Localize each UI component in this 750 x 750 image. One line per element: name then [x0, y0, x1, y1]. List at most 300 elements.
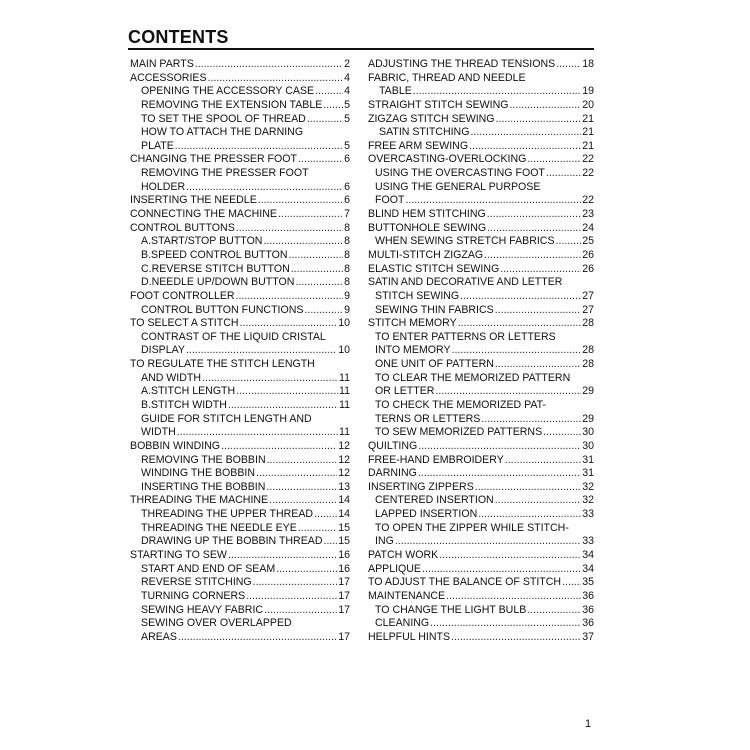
- toc-entry-label: QUILTING: [368, 439, 418, 452]
- toc-entry-label: TO ADJUST THE BALANCE OF STITCH: [368, 576, 562, 589]
- toc-entry: [368, 126, 594, 140]
- toc-entry-label: ADJUSTING THE THREAD TENSIONS: [368, 58, 556, 70]
- toc-entry-label: ZIGZAG STITCH SEWING: [368, 112, 495, 125]
- toc-entry-page: 33: [582, 535, 594, 548]
- title-underline: [128, 48, 594, 50]
- dot-leader: [478, 508, 581, 522]
- toc-entry: [130, 276, 350, 290]
- toc-entry-page: 32: [582, 480, 594, 493]
- dot-leader: [228, 399, 338, 413]
- dot-leader: [470, 126, 581, 140]
- dot-leader: [556, 58, 581, 72]
- contents-column-left: [130, 58, 350, 645]
- toc-entry-page: 16: [338, 562, 350, 575]
- toc-entry-page: 14: [338, 494, 350, 507]
- toc-entry-label: APPLIQUE: [368, 562, 421, 575]
- toc-entry: [130, 72, 350, 86]
- dot-leader: [240, 317, 338, 331]
- toc-entry-label: ELASTIC STITCH SEWING: [368, 262, 500, 275]
- toc-entry-label: DARNING: [368, 467, 417, 480]
- toc-entry-label: FREE ARM SEWING: [368, 139, 469, 152]
- toc-entry-label: CONTROL BUTTONS: [130, 221, 235, 234]
- toc-entry: [368, 440, 594, 454]
- dot-leader: [495, 304, 581, 318]
- toc-entry-page: 10: [338, 344, 350, 357]
- toc-entry-page: 29: [582, 412, 594, 425]
- toc-entry-page: 30: [582, 426, 594, 439]
- toc-entry: [130, 153, 350, 167]
- toc-entry: [130, 85, 350, 99]
- toc-entry: [368, 140, 594, 154]
- toc-entry-label: CLEANING: [375, 617, 430, 630]
- toc-entry-label: SEWING OVER OVERLAPPED: [141, 617, 292, 630]
- toc-entry-label: WINDING THE BOBBIN: [141, 467, 255, 480]
- dot-leader: [221, 440, 337, 454]
- toc-entry: [130, 454, 350, 468]
- toc-entry-label: MAIN PARTS: [130, 58, 194, 70]
- toc-entry: [130, 617, 350, 631]
- toc-entry-label: CONTRAST OF THE LIQUID CRISTAL: [141, 330, 326, 343]
- dot-leader: [178, 631, 337, 645]
- toc-entry-label: REVERSE STITCHING: [141, 576, 252, 589]
- toc-entry-page: 26: [582, 262, 594, 275]
- toc-entry: [368, 290, 594, 304]
- toc-entry: [130, 140, 350, 154]
- dot-leader: [418, 467, 581, 481]
- toc-entry-label: BUTTONHOLE SEWING: [368, 221, 487, 234]
- toc-entry-label: USING THE GENERAL PURPOSE: [375, 180, 541, 193]
- toc-entry-page: 23: [582, 208, 594, 221]
- toc-entry-page: 6: [344, 180, 350, 193]
- toc-entry-page: 8: [344, 221, 350, 234]
- toc-entry: [368, 222, 594, 236]
- toc-entry: [130, 113, 350, 127]
- toc-entry-label: LAPPED INSERTION: [375, 508, 478, 521]
- toc-entry-page: 2: [344, 58, 350, 70]
- toc-entry-page: 27: [582, 289, 594, 302]
- toc-entry-label: FABRIC, THREAD AND NEEDLE: [368, 71, 526, 84]
- dot-leader: [413, 85, 581, 99]
- toc-entry-page: 9: [344, 289, 350, 302]
- toc-entry: [130, 290, 350, 304]
- toc-entry-label: PLATE: [141, 139, 174, 152]
- toc-entry-page: 24: [582, 221, 594, 234]
- dot-leader: [314, 508, 337, 522]
- toc-entry: [130, 358, 350, 372]
- dot-leader: [177, 426, 338, 440]
- toc-entry: [130, 58, 350, 72]
- toc-entry-label: TABLE: [379, 85, 412, 98]
- toc-entry-label: THREADING THE NEEDLE EYE: [141, 521, 297, 534]
- dot-leader: [307, 113, 343, 127]
- toc-entry-page: 12: [338, 453, 350, 466]
- toc-entry: [130, 467, 350, 481]
- toc-entry-page: 33: [582, 508, 594, 521]
- toc-entry-page: 17: [338, 603, 350, 616]
- toc-entry: [368, 72, 594, 86]
- toc-entry-page: 21: [582, 112, 594, 125]
- toc-entry: [368, 399, 594, 413]
- page-title: CONTENTS: [128, 27, 229, 47]
- dot-leader: [481, 413, 581, 427]
- toc-entry-page: 31: [582, 467, 594, 480]
- toc-entry: [130, 304, 350, 318]
- dot-leader: [253, 576, 338, 590]
- toc-entry-page: 36: [582, 603, 594, 616]
- dot-leader: [263, 235, 343, 249]
- toc-entry: [130, 235, 350, 249]
- toc-entry: [130, 208, 350, 222]
- toc-entry-label: STITCH SEWING: [375, 289, 460, 302]
- toc-entry-page: 5: [344, 139, 350, 152]
- dot-leader: [452, 344, 582, 358]
- toc-entry-label: BOBBIN WINDING: [130, 439, 221, 452]
- toc-entry-page: 4: [344, 85, 350, 98]
- toc-entry: [130, 590, 350, 604]
- toc-entry-label: FOOT: [375, 194, 405, 207]
- toc-entry: [130, 126, 350, 140]
- toc-entry-label: HELPFUL HINTS: [368, 630, 451, 643]
- toc-entry: [130, 317, 350, 331]
- dot-leader: [505, 454, 581, 468]
- toc-entry-page: 7: [344, 208, 350, 221]
- toc-entry-page: 17: [338, 630, 350, 643]
- toc-entry: [130, 167, 350, 181]
- dot-leader: [430, 617, 581, 631]
- toc-entry-page: 12: [338, 439, 350, 452]
- toc-entry-label: B.STITCH WIDTH: [141, 399, 227, 411]
- page-number: 1: [585, 718, 592, 730]
- dot-leader: [289, 249, 344, 263]
- dot-leader: [324, 535, 338, 549]
- toc-entry-label: DRAWING UP THE BOBBIN THREAD: [141, 535, 323, 548]
- toc-entry: [368, 576, 594, 590]
- dot-leader: [500, 263, 581, 277]
- toc-entry-page: 8: [344, 235, 350, 248]
- toc-entry: [368, 604, 594, 618]
- toc-entry-page: 35: [582, 576, 594, 589]
- toc-entry-page: 26: [582, 248, 594, 261]
- dot-leader: [269, 495, 337, 509]
- toc-entry: [130, 535, 350, 549]
- toc-entry-page: 8: [344, 262, 350, 275]
- toc-entry-label: TERNS OR LETTERS: [375, 412, 481, 425]
- toc-entry-label: INTO MEMORY: [375, 344, 451, 357]
- toc-entry-label: INSERTING THE BOBBIN: [141, 480, 266, 493]
- toc-entry-label: INSERTING THE NEEDLE: [130, 194, 257, 207]
- toc-entry: [130, 604, 350, 618]
- toc-entry-page: 34: [582, 549, 594, 562]
- toc-entry: [368, 58, 594, 72]
- toc-entry-label: B.SPEED CONTROL BUTTON: [141, 248, 288, 261]
- dot-leader: [451, 631, 581, 645]
- dot-leader: [495, 495, 581, 509]
- toc-entry-label: OR LETTER: [375, 385, 435, 398]
- dot-leader: [527, 604, 581, 618]
- toc-entry-label: D.NEEDLE UP/DOWN BUTTON: [141, 276, 295, 289]
- toc-entry-label: CHANGING THE PRESSER FOOT: [130, 153, 297, 166]
- dot-leader: [276, 563, 337, 577]
- toc-entry-page: 34: [582, 562, 594, 575]
- toc-entry-label: AREAS: [141, 630, 177, 643]
- dot-leader: [246, 590, 337, 604]
- dot-leader: [439, 549, 581, 563]
- dot-leader: [527, 153, 581, 167]
- dot-leader: [484, 249, 581, 263]
- toc-entry: [368, 454, 594, 468]
- dot-leader: [267, 454, 338, 468]
- toc-entry: [130, 99, 350, 113]
- toc-entry-page: 11: [339, 371, 350, 384]
- toc-entry-label: DISPLAY: [141, 344, 185, 357]
- contents-column-right: [368, 58, 594, 645]
- dot-leader: [236, 222, 343, 236]
- dot-leader: [458, 317, 582, 331]
- toc-entry-page: 27: [582, 303, 594, 316]
- toc-entry-label: TO SET THE SPOOL OF THREAD: [141, 112, 306, 125]
- dot-leader: [469, 140, 581, 154]
- toc-entry: [130, 563, 350, 577]
- toc-entry-page: 31: [582, 453, 594, 466]
- toc-entry-label: FREE-HAND EMBROIDERY: [368, 453, 504, 466]
- dot-leader: [186, 181, 343, 195]
- toc-entry-page: 13: [338, 480, 350, 493]
- toc-entry-label: STARTING TO SEW: [130, 549, 227, 562]
- toc-entry-label: THREADING THE MACHINE: [130, 494, 269, 507]
- toc-entry: [130, 576, 350, 590]
- toc-entry-page: 17: [338, 589, 350, 602]
- toc-entry-page: 10: [338, 317, 350, 330]
- toc-entry-page: 22: [582, 153, 594, 166]
- toc-entry: [130, 263, 350, 277]
- toc-entry-page: 36: [582, 589, 594, 602]
- toc-entry: [368, 426, 594, 440]
- toc-entry-page: 6: [344, 153, 350, 166]
- toc-entry-page: 16: [338, 549, 350, 562]
- dot-leader: [208, 72, 344, 86]
- toc-entry: [368, 208, 594, 222]
- toc-entry-label: ACCESSORIES: [130, 71, 207, 84]
- toc-entry: [130, 481, 350, 495]
- toc-entry: [368, 276, 594, 290]
- toc-entry-page: 37: [582, 630, 594, 643]
- toc-entry: [130, 495, 350, 509]
- toc-entry-label: MAINTENANCE: [368, 589, 446, 602]
- toc-entry-label: TO CLEAR THE MEMORIZED PATTERN: [375, 371, 571, 384]
- toc-entry: [368, 508, 594, 522]
- toc-entry: [130, 194, 350, 208]
- toc-entry-label: BLIND HEM STITCHING: [368, 208, 486, 221]
- toc-entry: [368, 113, 594, 127]
- toc-entry-page: 5: [344, 98, 350, 111]
- dot-leader: [422, 563, 581, 577]
- toc-entry-page: 12: [338, 467, 350, 480]
- toc-entry-page: 20: [582, 98, 594, 111]
- toc-entry-label: THREADING THE UPPER THREAD: [141, 508, 314, 521]
- dot-leader: [266, 481, 337, 495]
- toc-entry: [368, 235, 594, 249]
- toc-entry: [368, 194, 594, 208]
- toc-entry-page: 15: [338, 535, 350, 548]
- dot-leader: [264, 604, 337, 618]
- toc-entry-label: TO CHECK THE MEMORIZED PAT-: [375, 399, 547, 411]
- dot-leader: [256, 467, 337, 481]
- toc-entry-page: 32: [582, 494, 594, 507]
- toc-entry-label: STRAIGHT STITCH SEWING: [368, 98, 509, 111]
- toc-entry: [368, 549, 594, 563]
- dot-leader: [418, 440, 581, 454]
- toc-entry-page: 28: [582, 317, 594, 330]
- toc-entry-label: TURNING CORNERS: [141, 589, 246, 602]
- dot-leader: [435, 385, 581, 399]
- toc-entry-page: 30: [582, 439, 594, 452]
- toc-entry: [368, 372, 594, 386]
- toc-entry-label: CONTROL BUTTON FUNCTIONS: [141, 303, 304, 316]
- toc-entry-label: SATIN AND DECORATIVE AND LETTER: [368, 276, 563, 289]
- toc-entry-page: 21: [582, 126, 594, 139]
- dot-leader: [562, 576, 581, 590]
- toc-entry-label: CENTERED INSERTION: [375, 494, 494, 507]
- toc-entry-label: MULTI-STITCH ZIGZAG: [368, 248, 484, 261]
- toc-entry: [130, 426, 350, 440]
- toc-entry: [130, 549, 350, 563]
- toc-entry: [368, 563, 594, 577]
- toc-entry: [130, 399, 350, 413]
- toc-entry-page: 11: [339, 385, 350, 398]
- dot-leader: [323, 99, 343, 113]
- toc-entry-label: TO OPEN THE ZIPPER WHILE STITCH-: [375, 521, 569, 534]
- toc-entry: [368, 495, 594, 509]
- toc-entry-page: 15: [338, 521, 350, 534]
- toc-entry: [130, 372, 350, 386]
- toc-entry-label: START AND END OF SEAM: [141, 562, 276, 575]
- toc-entry-page: 11: [339, 426, 350, 439]
- toc-entry-label: SEWING THIN FABRICS: [375, 303, 494, 316]
- toc-entry-page: 4: [344, 71, 350, 84]
- toc-entry-page: 11: [339, 399, 350, 411]
- toc-entry-label: REMOVING THE PRESSER FOOT: [141, 167, 309, 180]
- toc-entry-label: HOLDER: [141, 180, 186, 193]
- toc-entry: [368, 590, 594, 604]
- toc-entry: [368, 331, 594, 345]
- toc-entry: [368, 467, 594, 481]
- dot-leader: [509, 99, 581, 113]
- dot-leader: [556, 235, 582, 249]
- toc-entry-label: OPENING THE ACCESSORY CASE: [141, 85, 315, 98]
- toc-entry-page: 21: [582, 139, 594, 152]
- toc-entry-label: INSERTING ZIPPERS: [368, 480, 474, 493]
- toc-entry: [368, 167, 594, 181]
- toc-entry-label: FOOT CONTROLLER: [130, 289, 235, 302]
- toc-entry-page: 28: [582, 344, 594, 357]
- toc-entry-label: C.REVERSE STITCH BUTTON: [141, 262, 290, 275]
- toc-entry: [130, 181, 350, 195]
- toc-entry: [130, 222, 350, 236]
- toc-entry: [368, 617, 594, 631]
- dot-leader: [495, 358, 581, 372]
- toc-entry: [130, 522, 350, 536]
- dot-leader: [291, 263, 343, 277]
- dot-leader: [496, 113, 582, 127]
- toc-entry-label: A.STITCH LENGTH: [141, 385, 236, 398]
- toc-entry-page: 8: [344, 248, 350, 261]
- dot-leader: [236, 290, 344, 304]
- toc-entry-label: A.START/STOP BUTTON: [141, 235, 263, 248]
- toc-entry: [368, 344, 594, 358]
- toc-entry-page: 17: [338, 576, 350, 589]
- dot-leader: [487, 222, 581, 236]
- dot-leader: [487, 208, 581, 222]
- toc-entry: [368, 522, 594, 536]
- toc-entry: [130, 631, 350, 645]
- toc-entry-label: TO SELECT A STITCH: [130, 317, 239, 330]
- toc-entry: [130, 344, 350, 358]
- dot-leader: [395, 535, 581, 549]
- toc-entry-page: 18: [582, 58, 594, 70]
- toc-entry: [368, 304, 594, 318]
- toc-entry: [130, 508, 350, 522]
- dot-leader: [546, 167, 581, 181]
- toc-entry-label: TO CHANGE THE LIGHT BULB: [375, 603, 527, 616]
- toc-entry: [130, 385, 350, 399]
- dot-leader: [446, 590, 581, 604]
- toc-entry: [368, 263, 594, 277]
- toc-entry: [368, 631, 594, 645]
- toc-entry-page: 6: [344, 194, 350, 207]
- toc-entry: [368, 481, 594, 495]
- dot-leader: [543, 426, 581, 440]
- toc-entry-label: SATIN STITCHING: [379, 126, 470, 139]
- dot-leader: [298, 522, 337, 536]
- dot-leader: [202, 372, 338, 386]
- toc-entry: [130, 331, 350, 345]
- toc-entry-label: OVERCASTING-OVERLOCKING: [368, 153, 527, 166]
- dot-leader: [295, 276, 343, 290]
- toc-entry-page: 22: [582, 167, 594, 180]
- toc-entry-page: 28: [582, 358, 594, 371]
- toc-entry-label: TO ENTER PATTERNS OR LETTERS: [375, 330, 556, 343]
- toc-entry-page: 8: [344, 276, 350, 289]
- dot-leader: [298, 153, 343, 167]
- dot-leader: [195, 58, 343, 72]
- toc-entry: [368, 535, 594, 549]
- toc-entry: [130, 413, 350, 427]
- toc-entry-page: 19: [582, 85, 594, 98]
- toc-entry-label: CONNECTING THE MACHINE: [130, 208, 277, 221]
- toc-entry-label: ING: [375, 535, 394, 548]
- toc-entry-label: REMOVING THE BOBBIN: [141, 453, 266, 466]
- dot-leader: [175, 140, 343, 154]
- toc-entry-label: AND WIDTH: [141, 371, 202, 384]
- dot-leader: [304, 304, 343, 318]
- toc-entry: [368, 85, 594, 99]
- toc-entry: [368, 153, 594, 167]
- toc-entry-page: 9: [344, 303, 350, 316]
- toc-entry: [130, 440, 350, 454]
- toc-entry: [368, 99, 594, 113]
- toc-entry-label: TO SEW MEMORIZED PATTERNS: [375, 426, 543, 439]
- toc-entry: [368, 181, 594, 195]
- dot-leader: [315, 85, 343, 99]
- toc-entry-page: 29: [582, 385, 594, 398]
- toc-entry-page: 22: [582, 194, 594, 207]
- toc-entry-label: STITCH MEMORY: [368, 317, 457, 330]
- toc-entry-page: 14: [338, 508, 350, 521]
- dot-leader: [460, 290, 581, 304]
- toc-entry-page: 25: [582, 235, 594, 248]
- toc-entry-label: USING THE OVERCASTING FOOT: [375, 167, 545, 180]
- toc-entry: [368, 249, 594, 263]
